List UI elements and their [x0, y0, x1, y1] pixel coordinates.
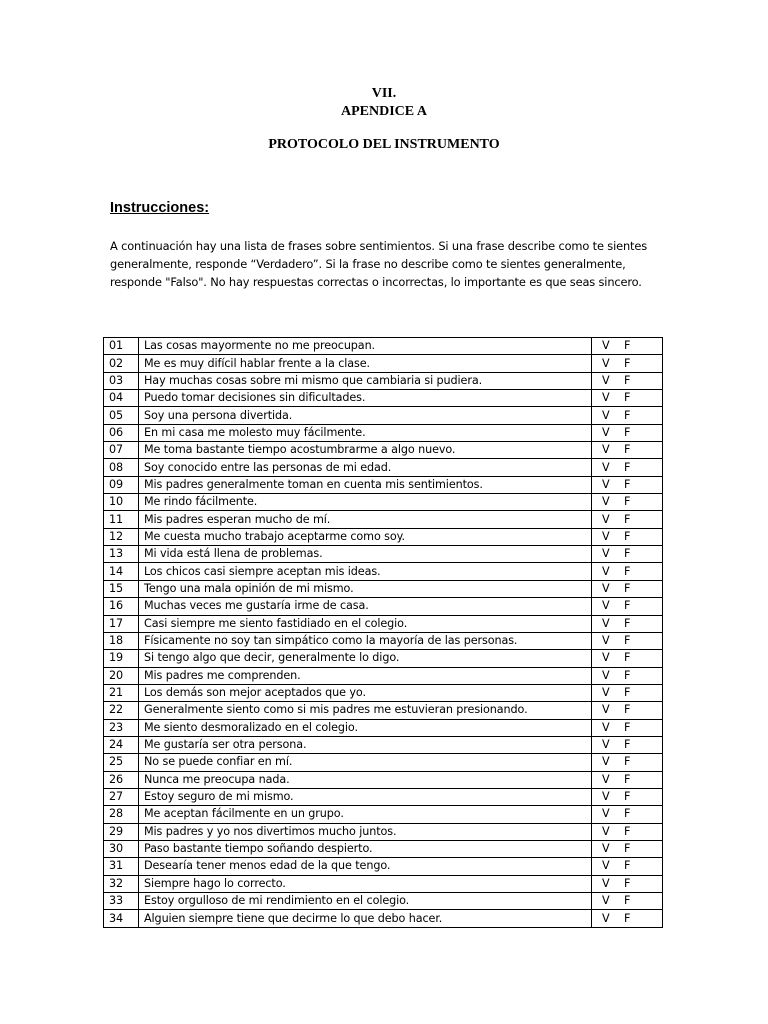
item-statement: Mis padres generalmente toman en cuenta mis sentimientos. [139, 476, 592, 493]
answer-options [592, 788, 663, 805]
item-statement: Hay muchas cosas sobre mi mismo que cambiaria si pudiera. [139, 372, 592, 389]
answer-true-option[interactable]: V [602, 616, 610, 630]
answer-options [592, 719, 663, 736]
answer-false-option[interactable]: F [624, 512, 631, 526]
item-statement: Los chicos casi siempre aceptan mis ideas. [139, 563, 592, 580]
answer-options [592, 390, 663, 407]
table-row [104, 546, 663, 563]
item-number: 03 [104, 372, 139, 389]
answer-true-option[interactable]: V [602, 495, 610, 509]
table-row [104, 702, 663, 719]
answer-true-option[interactable]: V [602, 356, 610, 370]
answer-options [592, 442, 663, 459]
item-statement: En mi casa me molesto muy fácilmente. [139, 424, 592, 441]
answer-options [592, 684, 663, 701]
table-row [104, 632, 663, 649]
answer-true-option[interactable]: V [602, 547, 610, 561]
table-row [104, 910, 663, 927]
table-row [104, 476, 663, 493]
item-number: 26 [104, 771, 139, 788]
item-number: 15 [104, 580, 139, 597]
item-number: 02 [104, 355, 139, 372]
item-statement: Mis padres me comprenden. [139, 667, 592, 684]
answer-false-option[interactable]: F [624, 408, 631, 422]
answer-true-option[interactable]: V [602, 859, 610, 873]
answer-false-option[interactable]: F [624, 807, 631, 821]
item-statement: Me cuesta mucho trabajo aceptarme como soy. [139, 528, 592, 545]
answer-options [592, 736, 663, 753]
answer-options [592, 407, 663, 424]
answer-options [592, 840, 663, 857]
answer-false-option[interactable]: F [624, 738, 631, 752]
answer-options [592, 875, 663, 892]
answer-true-option[interactable]: V [602, 373, 610, 387]
item-statement: Me toma bastante tiempo acostumbrarme a algo nuevo. [139, 442, 592, 459]
table-row [104, 754, 663, 771]
table-row [104, 355, 663, 372]
answer-true-option[interactable]: V [602, 339, 610, 353]
table-row [104, 442, 663, 459]
section-number: VII. [371, 86, 397, 101]
answer-true-option[interactable]: V [602, 894, 610, 908]
item-statement: Mi vida está llena de problemas. [139, 546, 592, 563]
answer-false-option[interactable]: F [624, 425, 631, 439]
answer-false-option[interactable]: F [624, 686, 631, 700]
answer-true-option[interactable]: V [602, 651, 610, 665]
item-statement: Si tengo algo que decir, generalmente lo digo. [139, 650, 592, 667]
item-number: 30 [104, 840, 139, 857]
answer-true-option[interactable]: V [602, 703, 610, 717]
answer-true-option[interactable]: V [602, 529, 610, 543]
item-number: 14 [104, 563, 139, 580]
item-statement: Mis padres y yo nos divertimos mucho juntos. [139, 823, 592, 840]
item-number: 20 [104, 667, 139, 684]
questionnaire-table [103, 337, 663, 928]
answer-options [592, 650, 663, 667]
document-title: PROTOCOLO DEL INSTRUMENTO [268, 137, 500, 152]
answer-options [592, 528, 663, 545]
table-row [104, 511, 663, 528]
item-statement: Soy conocido entre las personas de mi edad. [139, 459, 592, 476]
item-number: 22 [104, 702, 139, 719]
answer-false-option[interactable]: F [624, 547, 631, 561]
item-statement: Físicamente no soy tan simpático como la mayoría de las personas. [139, 632, 592, 649]
item-number: 04 [104, 390, 139, 407]
item-statement: Desearía tener menos edad de la que tengo. [139, 858, 592, 875]
answer-options [592, 667, 663, 684]
item-statement: Paso bastante tiempo soñando despierto. [139, 840, 592, 857]
instructions-label: Instrucciones: [110, 200, 210, 216]
answer-false-option[interactable]: F [624, 460, 631, 474]
item-statement: Me es muy difícil hablar frente a la clase. [139, 355, 592, 372]
table-row [104, 424, 663, 441]
instructions-text: A continuación hay una lista de frases sobre sentimientos. Si una frase describe como te sientes generalmente, responde “Verdadero”. Si la frase no describe como te sientes generalmente, responde "Falso". No hay respuestas correctas o incorrectas, lo importante es que seas sincero. [110, 239, 647, 289]
answer-true-option[interactable]: V [602, 738, 610, 752]
item-statement: Me aceptan fácilmente en un grupo. [139, 806, 592, 823]
answer-true-option[interactable]: V [602, 634, 610, 648]
table-row [104, 823, 663, 840]
questionnaire-body [104, 338, 663, 928]
item-statement: Casi siempre me siento fastidiado en el colegio. [139, 615, 592, 632]
answer-options [592, 893, 663, 910]
answer-false-option[interactable]: F [624, 859, 631, 873]
item-statement: Alguien siempre tiene que decirme lo que debo hacer. [139, 910, 592, 927]
answer-options [592, 580, 663, 597]
item-number: 32 [104, 875, 139, 892]
answer-false-option[interactable]: F [624, 529, 631, 543]
table-row [104, 788, 663, 805]
item-number: 29 [104, 823, 139, 840]
table-row [104, 528, 663, 545]
table-row [104, 615, 663, 632]
answer-options [592, 546, 663, 563]
table-row [104, 338, 663, 355]
answer-false-option[interactable]: F [624, 703, 631, 717]
answer-options [592, 771, 663, 788]
answer-true-option[interactable]: V [602, 686, 610, 700]
answer-options [592, 598, 663, 615]
answer-true-option[interactable]: V [602, 824, 610, 838]
item-statement: Muchas veces me gustaría irme de casa. [139, 598, 592, 615]
item-statement: Soy una persona divertida. [139, 407, 592, 424]
item-statement: Nunca me preocupa nada. [139, 771, 592, 788]
answer-options [592, 511, 663, 528]
answer-options [592, 910, 663, 927]
answer-options [592, 702, 663, 719]
answer-true-option[interactable]: V [602, 842, 610, 856]
item-number: 27 [104, 788, 139, 805]
item-statement: Mis padres esperan mucho de mí. [139, 511, 592, 528]
answer-false-option[interactable]: F [624, 356, 631, 370]
table-row [104, 719, 663, 736]
table-row [104, 494, 663, 511]
answer-options [592, 632, 663, 649]
item-number: 19 [104, 650, 139, 667]
table-row [104, 372, 663, 389]
answer-false-option[interactable]: F [624, 634, 631, 648]
answer-false-option[interactable]: F [624, 651, 631, 665]
answer-false-option[interactable]: F [624, 894, 631, 908]
answer-options [592, 754, 663, 771]
answer-true-option[interactable]: V [602, 391, 610, 405]
table-row [104, 858, 663, 875]
item-statement: Puedo tomar decisiones sin dificultades. [139, 390, 592, 407]
item-number: 10 [104, 494, 139, 511]
item-statement: Estoy orgulloso de mi rendimiento en el colegio. [139, 893, 592, 910]
item-number: 07 [104, 442, 139, 459]
answer-true-option[interactable]: V [602, 408, 610, 422]
item-number: 24 [104, 736, 139, 753]
answer-options [592, 476, 663, 493]
item-number: 21 [104, 684, 139, 701]
answer-false-option[interactable]: F [624, 339, 631, 353]
item-statement: Me rindo fácilmente. [139, 494, 592, 511]
answer-options [592, 372, 663, 389]
answer-options [592, 615, 663, 632]
answer-false-option[interactable]: F [624, 599, 631, 613]
item-statement: Me gustaría ser otra persona. [139, 736, 592, 753]
answer-false-option[interactable]: F [624, 668, 631, 682]
answer-false-option[interactable]: F [624, 616, 631, 630]
answer-false-option[interactable]: F [624, 477, 631, 491]
answer-true-option[interactable]: V [602, 443, 610, 457]
table-row [104, 840, 663, 857]
answer-false-option[interactable]: F [624, 755, 631, 769]
answer-false-option[interactable]: F [624, 772, 631, 786]
table-row [104, 563, 663, 580]
answer-true-option[interactable]: V [602, 720, 610, 734]
answer-options [592, 858, 663, 875]
answer-options [592, 459, 663, 476]
table-row [104, 893, 663, 910]
answer-false-option[interactable]: F [624, 842, 631, 856]
table-row [104, 598, 663, 615]
item-number: 06 [104, 424, 139, 441]
answer-options [592, 424, 663, 441]
answer-false-option[interactable]: F [624, 581, 631, 595]
answer-true-option[interactable]: V [602, 425, 610, 439]
item-number: 28 [104, 806, 139, 823]
item-number: 05 [104, 407, 139, 424]
item-number: 25 [104, 754, 139, 771]
item-statement: Tengo una mala opinión de mi mismo. [139, 580, 592, 597]
table-row [104, 650, 663, 667]
table-row [104, 875, 663, 892]
answer-true-option[interactable]: V [602, 564, 610, 578]
table-row [104, 771, 663, 788]
item-statement: Generalmente siento como si mis padres me estuvieran presionando. [139, 702, 592, 719]
table-row [104, 580, 663, 597]
answer-false-option[interactable]: F [624, 720, 631, 734]
item-statement: Me siento desmoralizado en el colegio. [139, 719, 592, 736]
item-number: 13 [104, 546, 139, 563]
answer-false-option[interactable]: F [624, 373, 631, 387]
answer-options [592, 338, 663, 355]
answer-true-option[interactable]: V [602, 755, 610, 769]
item-number: 12 [104, 528, 139, 545]
answer-true-option[interactable]: V [602, 911, 610, 925]
answer-false-option[interactable]: F [624, 564, 631, 578]
answer-options [592, 563, 663, 580]
answer-true-option[interactable]: V [602, 477, 610, 491]
answer-false-option[interactable]: F [624, 790, 631, 804]
table-row [104, 459, 663, 476]
item-number: 09 [104, 476, 139, 493]
answer-false-option[interactable]: F [624, 824, 631, 838]
table-row [104, 736, 663, 753]
item-statement: Estoy seguro de mi mismo. [139, 788, 592, 805]
answer-true-option[interactable]: V [602, 876, 610, 890]
answer-true-option[interactable]: V [602, 512, 610, 526]
answer-true-option[interactable]: V [602, 599, 610, 613]
answer-true-option[interactable]: V [602, 460, 610, 474]
answer-options [592, 806, 663, 823]
item-number: 33 [104, 893, 139, 910]
answer-options [592, 494, 663, 511]
table-row [104, 806, 663, 823]
table-row [104, 667, 663, 684]
table-row [104, 390, 663, 407]
item-number: 01 [104, 338, 139, 355]
item-number: 34 [104, 910, 139, 927]
item-statement: Los demás son mejor aceptados que yo. [139, 684, 592, 701]
answer-false-option[interactable]: F [624, 495, 631, 509]
item-statement: Siempre hago lo correcto. [139, 875, 592, 892]
item-number: 11 [104, 511, 139, 528]
item-number: 23 [104, 719, 139, 736]
table-row [104, 684, 663, 701]
answer-true-option[interactable]: V [602, 772, 610, 786]
item-number: 18 [104, 632, 139, 649]
answer-false-option[interactable]: F [624, 911, 631, 925]
item-statement: No se puede confiar en mí. [139, 754, 592, 771]
item-number: 17 [104, 615, 139, 632]
answer-false-option[interactable]: F [624, 443, 631, 457]
answer-true-option[interactable]: V [602, 581, 610, 595]
answer-options [592, 355, 663, 372]
answer-true-option[interactable]: V [602, 790, 610, 804]
item-statement: Las cosas mayormente no me preocupan. [139, 338, 592, 355]
item-number: 31 [104, 858, 139, 875]
appendix-title: APENDICE A [341, 104, 427, 119]
answer-true-option[interactable]: V [602, 668, 610, 682]
item-number: 16 [104, 598, 139, 615]
answer-false-option[interactable]: F [624, 391, 631, 405]
answer-false-option[interactable]: F [624, 876, 631, 890]
answer-true-option[interactable]: V [602, 807, 610, 821]
table-row [104, 407, 663, 424]
answer-options [592, 823, 663, 840]
item-number: 08 [104, 459, 139, 476]
